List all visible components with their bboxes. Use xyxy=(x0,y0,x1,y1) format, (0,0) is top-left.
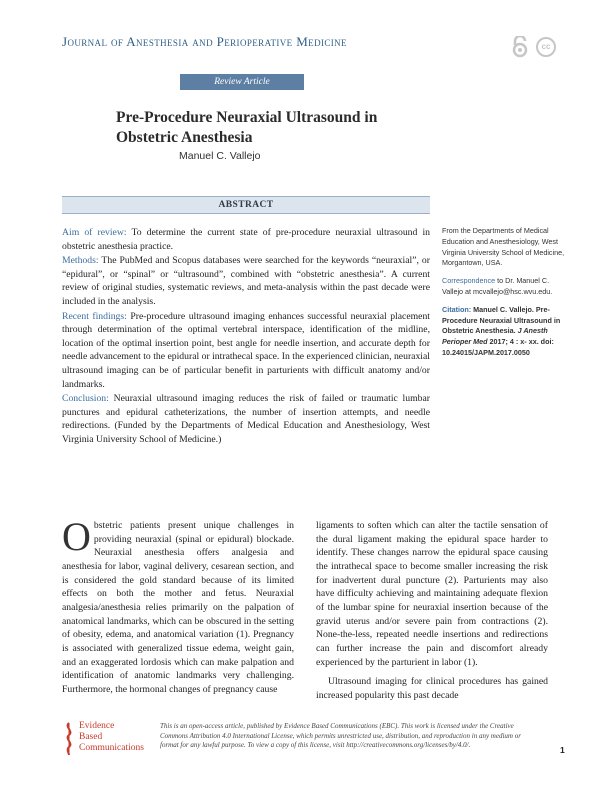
body-right-text: ligaments to soften which can alter the tactile sensation of the dural ligament making the epidural space harder to identify. These changes narrow the epidural space causing the intrathecal space to become smaller increasing the risk for inadvertent dural puncture (2). Parturients may also have difficulty achieving and maintaining adequate flexion of the lumbar spine for neuraxial insertion because of the gravid uterus and/or severe pain from contractions (2). None-the-less, repeated needle insertions and redirections can further increase the pain and discomfort already experienced by the parturient in labor (1). xyxy=(316,520,548,668)
article-sidebar xyxy=(442,226,570,366)
citation-tail: 2017; 4 : x- xx. doi: 10.24015/JAPM.2017.0050 xyxy=(442,337,554,357)
conclusion-text: Neuraxial ultrasound imaging reduces the risk of failed or traumatic lumbar punctures and epidural catheterizations, the number of insertion attempts, and needle redirections. (Funded by the Departments of Medical Education and Anesthesiology, West Virginia University School of Medicine.) xyxy=(62,393,430,445)
citation-label: Citation: xyxy=(442,304,472,314)
body-left-text: bstetric patients present unique challenges in providing neuraxial (spinal or epidural) blockade. Neuraxial anesthesia offers analgesia and anesthesia for labor, vaginal delivery, cesarean section, and is considered the gold standard because of its limited effects on both the mother and fetus. Neuraxial analgesia/anesthesia relies primarily on the palpation of anatomical landmarks, which can be obscured in the setting of obesity, edema, and anatomical variation (1). Pregnancy is associated with generalized tissue edema, weight gain, and an exaggerated lordosis which can make palpation and identification of anatomic landmarks very challenging. Furthermore, the hormonal changes of pregnancy cause xyxy=(62,520,294,695)
creative-commons-icon: cc xyxy=(536,37,556,57)
abstract-heading: ABSTRACT xyxy=(62,196,430,214)
publisher-name xyxy=(79,721,144,754)
body-column-right xyxy=(316,519,548,703)
aim-label: Aim of review: xyxy=(62,227,127,238)
body-right-text-2: Ultrasound imaging for clinical procedures has gained increased popularity this past decade xyxy=(316,676,548,701)
publisher-logo xyxy=(62,721,144,757)
drop-cap: O xyxy=(62,514,91,559)
body-column-left xyxy=(62,514,294,697)
findings-label: Recent findings: xyxy=(62,310,127,322)
article-author: Manuel C. Vallejo xyxy=(179,150,261,162)
logo-line-1: Evidence xyxy=(79,721,115,731)
abstract-aim xyxy=(62,226,430,253)
abstract-findings xyxy=(62,310,430,392)
citation xyxy=(442,305,570,359)
findings-text: Pre-procedure ultrasound imaging enhances successful neuraxial placement through determination of the optimal vertebral interspace, identification of the midline, location of the optimal insertion point, best angle for needle insertion, and accurate depth for needle advancement to the epidural or intrathecal space. In the experienced clinician, neuraxial ultrasound imaging can be of particular benefit in parturients with difficult anatomy and/or landmarks. xyxy=(62,310,431,390)
citation-text: Manuel C. Vallejo. Pre-Procedure Neuraxial Ultrasound in Obstetric Anesthesia. xyxy=(442,304,561,336)
methods-text: The PubMed and Scopus databases were searched for the keywords “neuraxial”, or “epidural”, or “spinal” or “ultrasound”, combined with “obstetric anesthesia”. A current review of original studies, systematic reviews, and meta-analysis within the past decade were included in the analysis. xyxy=(62,255,430,307)
evidence-based-communications-logo-icon xyxy=(62,721,76,757)
article-type-badge: Review Article xyxy=(180,74,304,90)
citation-journal: J Anesth Perioper Med xyxy=(442,326,548,347)
correspondence-label: Correspondence xyxy=(442,276,496,286)
correspondence-text: to Dr. Manuel C. Vallejo at mcvallejo@hsc.wvu.edu. xyxy=(442,276,553,296)
abstract-body xyxy=(62,226,430,448)
abstract-conclusion xyxy=(62,392,430,446)
logo-line-3: Communications xyxy=(79,743,144,753)
open-access-icon xyxy=(510,36,530,58)
correspondence xyxy=(442,276,570,298)
affiliation: From the Departments of Medical Education and Anesthesiology, West Virginia University School of Medicine, Morgantown, USA. xyxy=(442,226,565,268)
conclusion-label: Conclusion: xyxy=(62,393,109,405)
page-number: 1 xyxy=(560,745,565,755)
journal-title: Journal of Anesthesia and Perioperative Medicine xyxy=(62,34,347,49)
methods-label: Methods: xyxy=(62,255,99,267)
aim-text: To determine the current state of pre-procedure neuraxial ultrasound in obstetric anesthesia practice. xyxy=(62,227,430,252)
article-title: Pre-Procedure Neuraxial Ultrasound in Obstetric Anesthesia xyxy=(116,109,378,146)
logo-line-2: Based xyxy=(79,732,103,742)
abstract-methods xyxy=(62,254,430,308)
license-icons xyxy=(510,36,556,58)
license-notice: This is an open-access article, published by Evidence Based Communications (EBC). This work is licensed under the Creative Commons Attribution 4.0 International License, which permits unrestricted use, distribution, and reproduction in any medium or format for any lawful purpose. To view a copy of this license, visit http://creativecommons.org/licenses/by/4.0/. xyxy=(160,722,521,750)
